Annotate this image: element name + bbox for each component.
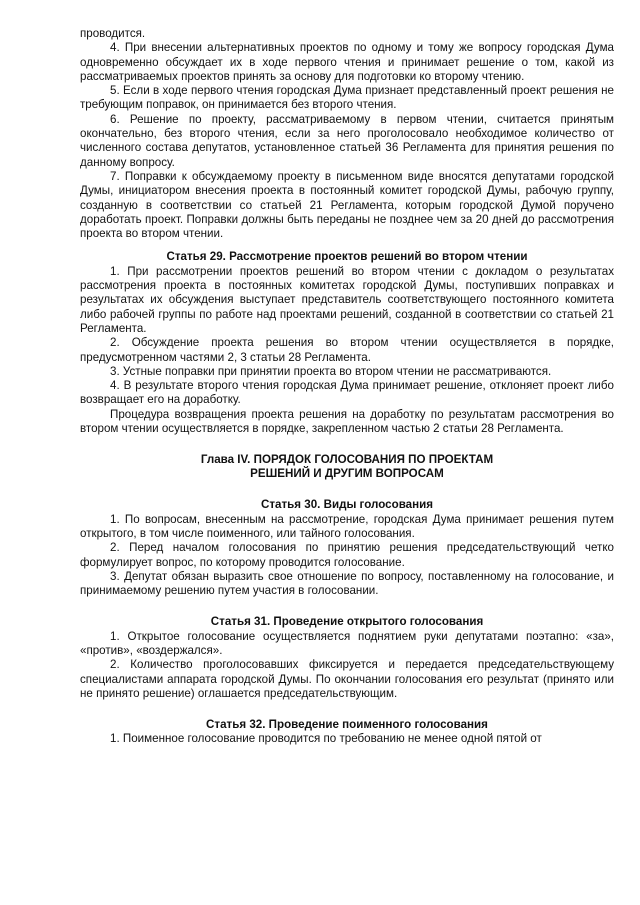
- paragraph: 1. Поименное голосование проводится по требованию не менее одной пятой от: [110, 732, 542, 746]
- paragraph: 7. Поправки к обсуждаемому проекту в письменном виде вносятся депутатами городской Думы, инициатором внесения проекта в постоянный комитет городской Думы, рабочую группу, созданную в соответствии со статьей 21 Регламента, которым городской Думой поручено доработать проект. Поправки должны быть переданы не позднее чем за 20 дней до рассмотрения проекта во втором чтении.: [80, 169, 614, 241]
- paragraph: 6. Решение по проекту, рассматриваемому в первом чтении, считается принятым окончательно, без второго чтения, если за него проголосовало необходимое количество от численного состава депутатов, установленное статьей 36 Регламента для принятия решения по данному вопросу.: [80, 112, 614, 169]
- paragraph: 2. Количество проголосовавших фиксируется и передается председательствующему специалистами аппарата городской Думы. По окончании голосования его результат (принято или не принято решение) оглашается председательствующим.: [80, 658, 614, 700]
- paragraph: Процедура возвращения проекта решения на доработку по результатам рассмотрения во втором чтении осуществляется в порядке, закрепленном частью 2 статьи 28 Регламента.: [80, 407, 614, 436]
- chapter-heading-line: РЕШЕНИЙ И ДРУГИМ ВОПРОСАМ: [250, 467, 444, 481]
- paragraph: 3. Депутат обязан выразить свое отношение по вопросу, поставленному на голосование, и принимаемому решению путем участия в голосовании.: [80, 569, 614, 598]
- paragraph: 2. Перед началом голосования по принятию решения председательствующий четко формулирует вопрос, по которому проводится голосование.: [80, 541, 614, 569]
- article-29-heading: Статья 29. Рассмотрение проектов решений во втором чтении: [166, 250, 528, 264]
- paragraph: 3. Устные поправки при принятии проекта во втором чтении не рассматриваются.: [110, 364, 552, 378]
- paragraph: проводится.: [80, 27, 146, 40]
- chapter-heading: [80, 453, 614, 481]
- article-30-heading: Статья 30. Виды голосования: [260, 498, 434, 512]
- article-32-heading: Статья 32. Проведение поименного голосования: [206, 718, 488, 732]
- paragraph: 4. В результате второго чтения городская Дума принимает решение, отклоняет проект либо возвращает его на доработку.: [80, 379, 614, 407]
- paragraph: 2. Обсуждение проекта решения во втором чтении осуществляется в порядке, предусмотренном частями 2, 3 статьи 28 Регламента.: [80, 336, 614, 364]
- document-page: [80, 27, 614, 747]
- paragraph: 4. При внесении альтернативных проектов по одному и тому же вопросу городская Дума одновременно обсуждает их в ходе первого чтения и принимает решение о том, какой из рассматриваемых проектов принять за основу для подготовки ко второму чтению.: [80, 41, 614, 83]
- paragraph: 1. По вопросам, внесенным на рассмотрение, городская Дума принимает решения путем открытого, в том числе поименного, или тайного голосования.: [80, 512, 614, 540]
- paragraph: 5. Если в ходе первого чтения городская Дума признает представленный проект решения не требующим поправок, он принимается без второго чтения.: [80, 84, 614, 112]
- article-31-heading: Статья 31. Проведение открытого голосования: [210, 615, 484, 629]
- chapter-heading-line: Глава IV. ПОРЯДОК ГОЛОСОВАНИЯ ПО ПРОЕКТАМ: [200, 453, 494, 467]
- paragraph: 1. При рассмотрении проектов решений во втором чтении с докладом о результатах рассмотрения проекта в постоянных комитетах городской Думы, поступивших поправках и результатах их обсуждения выступает представитель соответствующего постоянного комитета либо рабочей группы по работе над проектами решений, созданной в соответствии со статьей 21 Регламента.: [80, 264, 614, 335]
- paragraph: 1. Открытое голосование осуществляется поднятием руки депутатами поэтапно: «за», «против», «воздержался».: [80, 629, 614, 657]
